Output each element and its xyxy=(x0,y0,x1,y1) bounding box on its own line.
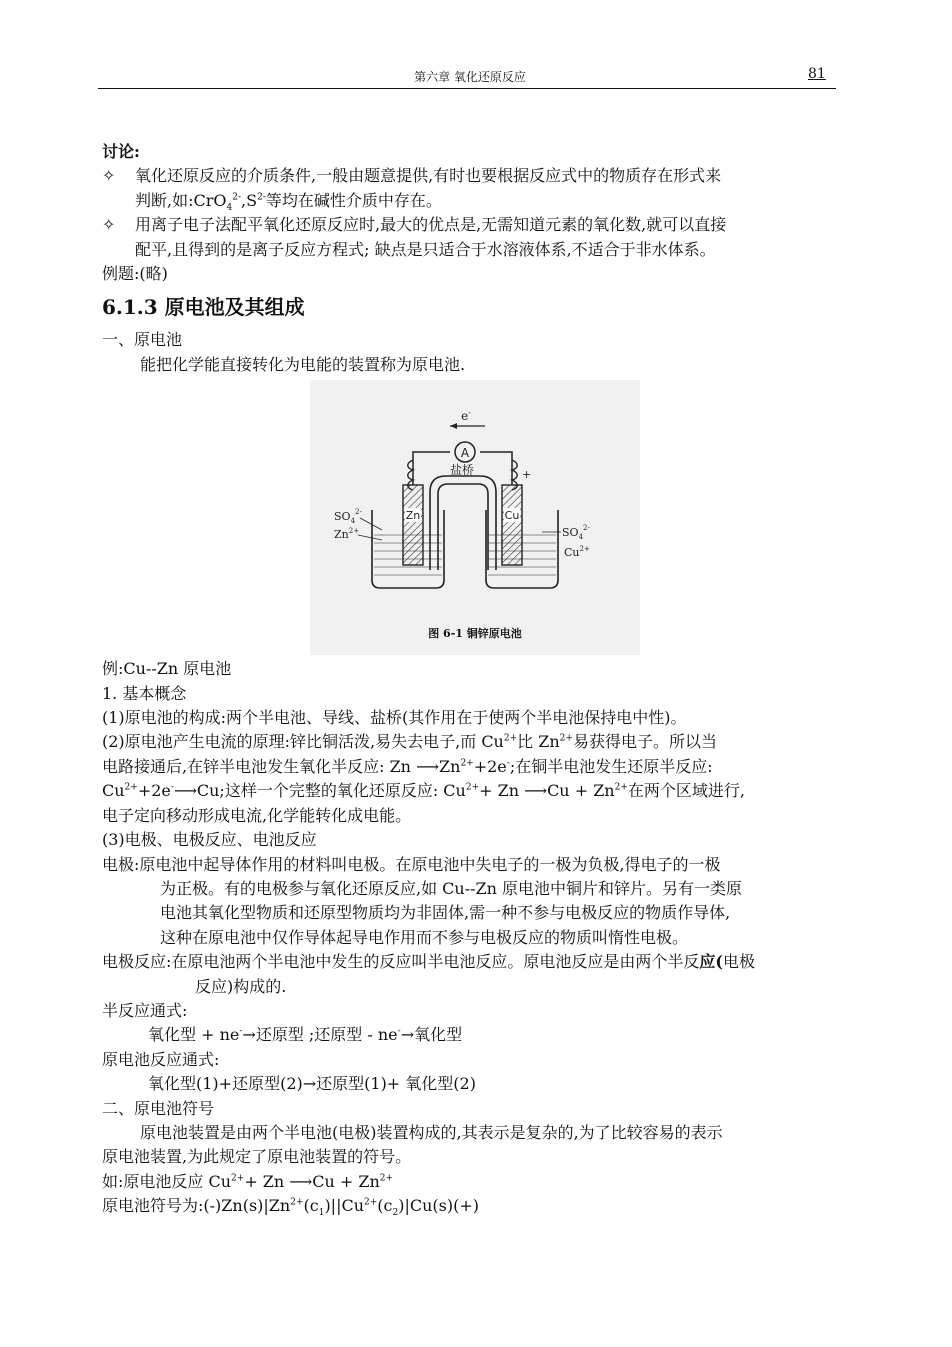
cell-reaction-title: 原电池反应通式: xyxy=(102,1049,220,1069)
left-sulfate-label: $SO_4^{2-}$ xyxy=(334,508,362,526)
figure-caption: 图 6-1 铜锌原电池 xyxy=(428,627,522,641)
ammeter-label: A xyxy=(460,446,470,461)
part2-para-line-1: 原电池装置是由两个半电池(电极)装置构成的,其表示是复杂的,为了比较容易的表示 xyxy=(140,1122,723,1142)
concept-1: (1)原电池的构成:两个半电池、导线、盐桥(其作用在于使两个半电池保持电中性)。 xyxy=(102,708,687,728)
part1-heading: 一、原电池 xyxy=(102,330,183,350)
discussion-title: 讨论: xyxy=(102,142,140,161)
diamond-bullet-icon: ✧ xyxy=(102,166,116,186)
header-rule xyxy=(98,88,836,89)
part2-example: 如:原电池反应 $Cu^{2+}+ Zn$ ⟶Cu + $Zn^{2+}$ xyxy=(102,1171,394,1191)
electrode-def-2: 为正极。有的电极参与氧化还原反应,如 Cu--Zn 原电池中铜片和锌片。另有一类原 xyxy=(160,878,743,898)
electrode-def-4: 这种在原电池中仅作导体起导电作用而不参与电极反应的物质叫惰性电极。 xyxy=(160,927,689,947)
discussion-bullet-2-cont: 配平,且得到的是离子反应方程式; 缺点是只适合于水溶液体系,不适合于非水体系。 xyxy=(135,239,716,259)
discussion-bullet-2: ✧ 用离子电子法配平氧化还原反应时,最大的优点是,无需知道元素的氧化数,就可以直接 xyxy=(102,213,862,237)
diamond-bullet-icon: ✧ xyxy=(102,215,116,235)
discussion-bullet-1: ✧ 氧化还原反应的介质条件,一般由题意提供,有时也要根据反应式中的物质存在形式来 xyxy=(102,164,862,188)
electrode-reaction-def-2: 反应)构成的. xyxy=(195,976,287,996)
zn-electrode-label: Zn xyxy=(405,509,421,523)
cu-electrode-label: Cu xyxy=(504,509,520,523)
electrode-def-3: 电池其氧化型物质和还原型物质均为非固体,需一种不参与电极反应的物质作导体, xyxy=(160,903,731,923)
part2-para-line-2: 原电池装置,为此规定了原电池装置的符号。 xyxy=(102,1147,412,1167)
example-omitted: 例题:(略) xyxy=(102,264,168,284)
electrode-def-1: 电极:原电池中起导体作用的材料叫电极。在原电池中失电子的一极为负极,得电子的一极 xyxy=(102,854,721,874)
figure-cu-zn-cell xyxy=(310,380,640,655)
cell-notation: 原电池符号为$:(-)Zn(s)|Zn^{2+}(c_1)||Cu^{2+}(c_2)|Cu(s)(+)$ xyxy=(102,1196,479,1219)
running-header-title: 第六章 氧化还原反应 xyxy=(414,70,526,84)
page-body xyxy=(102,140,862,1219)
half-reaction-title: 半反应通式: xyxy=(102,1000,188,1020)
left-zinc-ion-label: $Zn^{2+}$ xyxy=(334,527,360,542)
electrode-reaction-def-1: 电极反应:在原电池两个半电池中发生的反应叫半电池反应。原电池反应是由两个半反应(电极 xyxy=(102,952,755,972)
electron-label: e- xyxy=(461,408,471,424)
cell-reaction-formula: 氧化型(1)+还原型(2)→还原型(1)+ 氧化型(2) xyxy=(148,1074,476,1094)
positive-sign: + xyxy=(522,468,532,482)
concept-3: (3)电极、电极反应、电池反应 xyxy=(102,830,317,850)
concept-2-line-4: 电子定向移动形成电流,化学能转化成电能。 xyxy=(102,805,412,825)
page-number: 81 xyxy=(808,66,826,82)
right-copper-ion-label: $Cu^{2+}$ xyxy=(564,545,590,560)
basic-concepts-heading: 1. 基本概念 xyxy=(102,683,187,703)
discussion-bullet-1-cont: 判断,如$:CrO_4^{2-},S^{2-}$等均在碱性介质中存在。 xyxy=(135,190,442,213)
cu-zn-cell-diagram xyxy=(310,380,640,655)
example-cell: 例:Cu--Zn 原电池 xyxy=(102,659,232,679)
half-reaction-formula: 氧化型 + ne-→还原型 ;还原型 - ne-→氧化型 xyxy=(148,1025,463,1045)
right-sulfate-label: $SO_4^{2-}$ xyxy=(562,524,590,542)
salt-bridge-label: 盐桥 xyxy=(449,463,475,478)
concept-2-line-1: (2)原电池产生电流的原理:锌比铜活泼,易失去电子,而 $Cu^{2+}$比 $Zn^{2+}$易获得电子。所以当 xyxy=(102,732,717,752)
concept-2-line-2: 电路接通后,在锌半电池发生氧化半反应: Zn $⟶Zn^{2+}+2e^-$;在铜半电池发生还原半反应: xyxy=(102,756,713,776)
part1-definition: 能把化学能直接转化为电能的装置称为原电池. xyxy=(140,354,466,374)
concept-2-line-3: $Cu^{2+}+2e^-⟶Cu$;这样一个完整的氧化还原反应: $Cu^{2+}+ Zn$ ⟶Cu + $Zn^{2+}$在两个区域进行, xyxy=(102,781,745,801)
section-title: 6.1.3 原电池及其组成 xyxy=(102,295,305,320)
part2-heading: 二、原电池符号 xyxy=(102,1098,215,1118)
